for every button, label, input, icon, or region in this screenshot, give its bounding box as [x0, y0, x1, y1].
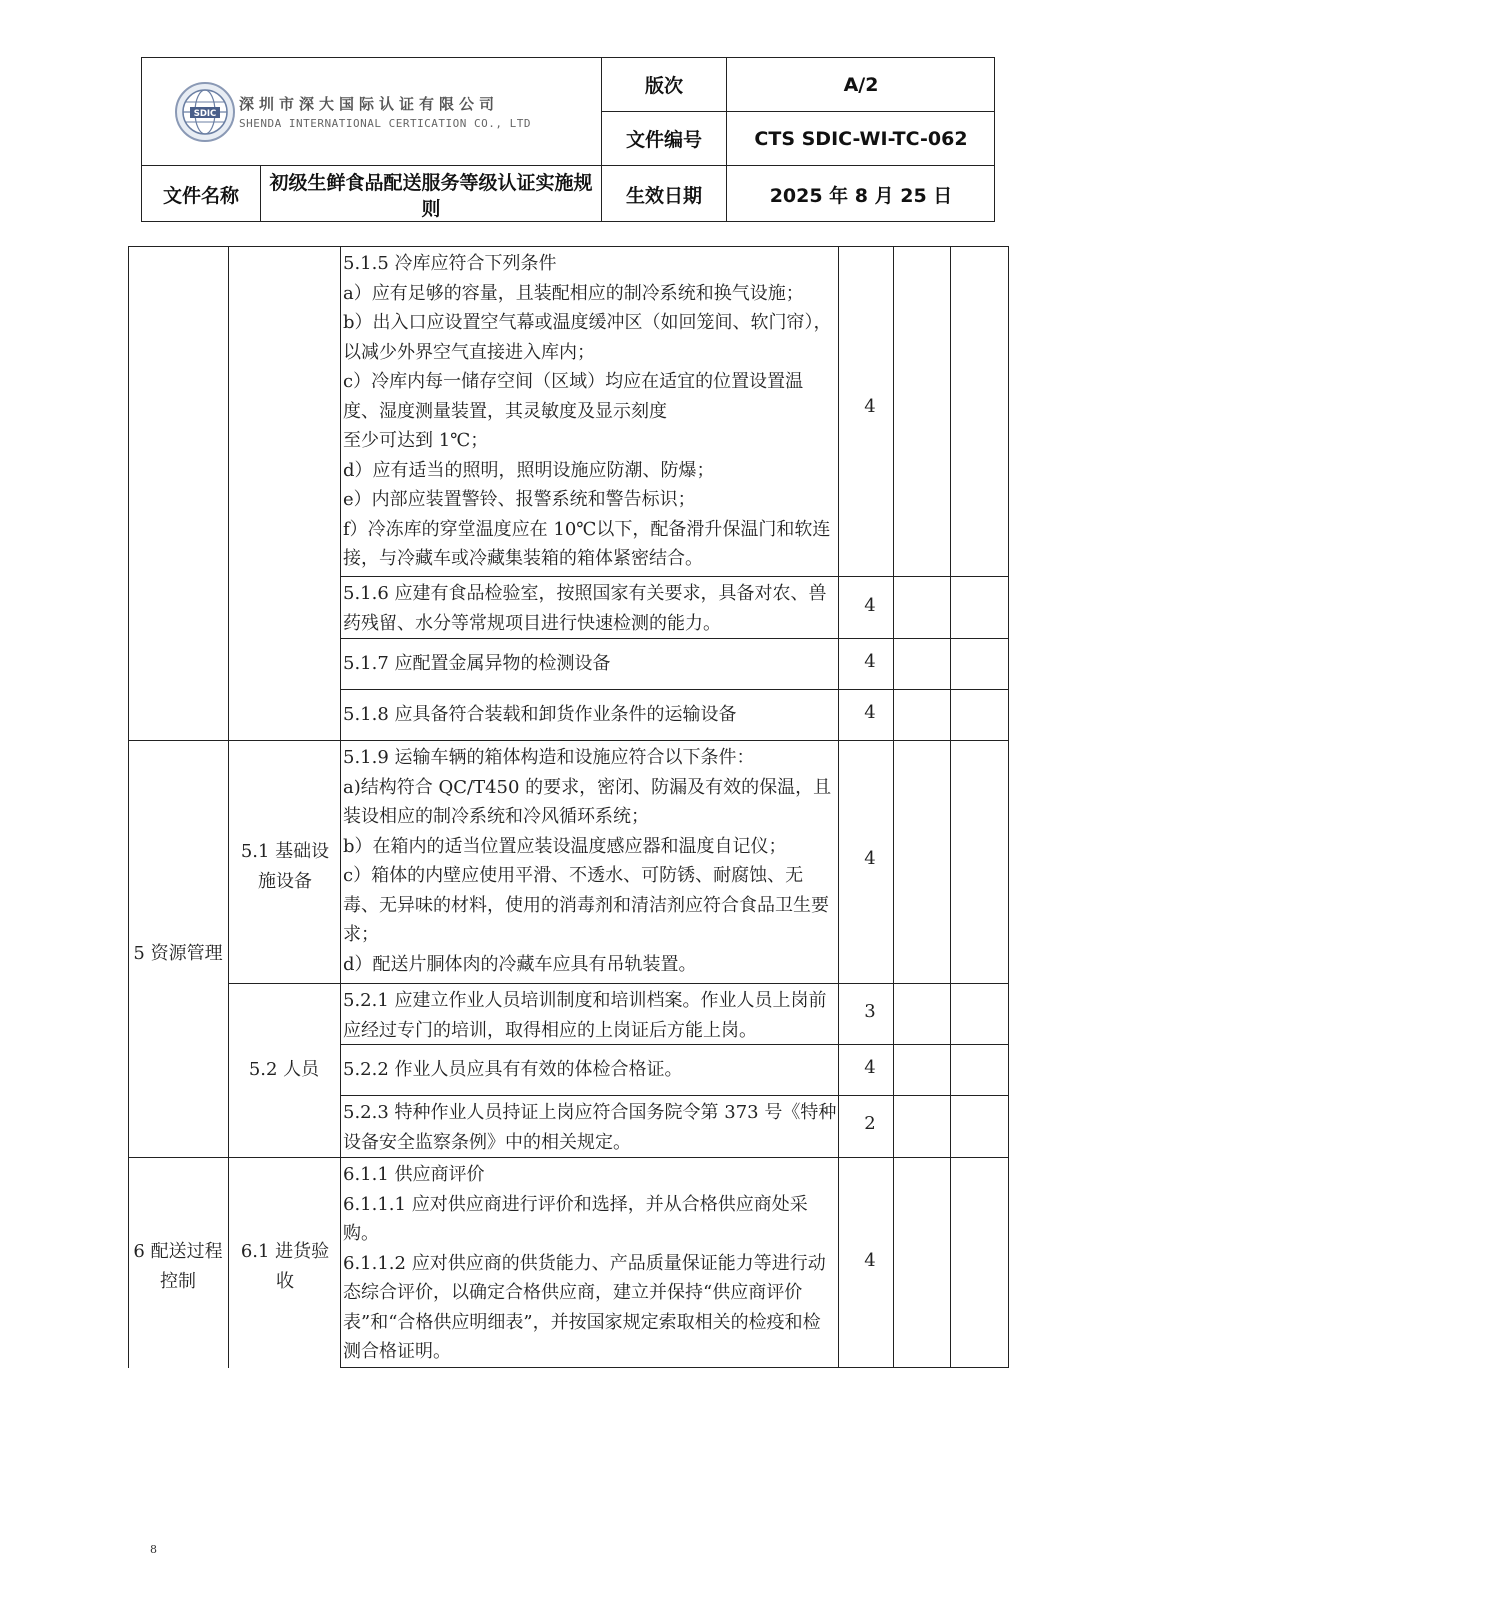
table-border — [128, 740, 1008, 741]
requirement-5-2-2: 5.2.2 作业人员应具有有效的体检合格证。 — [343, 1059, 683, 1080]
table-border — [128, 1157, 1008, 1158]
score-6-1-1: 4 — [864, 1250, 876, 1271]
score-5-1-5: 4 — [864, 396, 876, 417]
table-border — [340, 1367, 1008, 1368]
score-5-2-3: 2 — [864, 1113, 876, 1134]
table-border — [838, 246, 839, 1368]
table-border — [340, 1095, 1008, 1096]
document-header — [141, 57, 995, 222]
table-border — [128, 246, 129, 1368]
company-logo-block — [142, 58, 602, 166]
table-border — [950, 246, 951, 1368]
subcategory-infrastructure: 5.1 基础设施设备 — [240, 841, 330, 892]
requirement-5-1-8: 5.1.8 应具备符合装载和卸货作业条件的运输设备 — [343, 704, 737, 725]
effective-date-value: 2025 年 8 月 25 日 — [769, 184, 953, 207]
sdic-logo-icon — [174, 81, 236, 143]
table-border — [128, 246, 1008, 247]
requirement-5-1-9: 5.1.9 运输车辆的箱体构造和设施应符合以下条件： a)结构符合 QC/T450 的要求，密闭、防漏及有效的保温，且装设相应的制冷系统和冷风循环系统； b）在箱内的适当位置应装设温度感应器和温度自记仪； c）箱体的内壁应使用平滑、不透水、可防锈、耐腐蚀、无毒、无异味的材料，使用的消毒剂和清洁剂应符合食品卫生要求； d）配送片胴体肉的冷藏车应具有吊轨装置。 — [343, 747, 832, 975]
requirement-5-1-6: 5.1.6 应建有食品检验室，按照国家有关要求，具备对农、兽药残留、水分等常规项目进行快速检测的能力。 — [343, 583, 827, 634]
requirement-5-2-1: 5.2.1 应建立作业人员培训制度和培训档案。作业人员上岗前应经过专门的培训，取得相应的上岗证后方能上岗。 — [343, 990, 827, 1041]
category-resource-management: 5 资源管理 — [133, 943, 223, 964]
table-border — [1008, 246, 1009, 1368]
score-5-1-9: 4 — [864, 848, 876, 869]
company-name-cn: 深圳市深大国际认证有限公司 — [239, 95, 500, 113]
version-label: 版次 — [644, 75, 683, 97]
subcategory-personnel: 5.2 人员 — [248, 1059, 320, 1080]
table-border — [340, 689, 1008, 690]
svg-text:SDIC: SDIC — [193, 109, 217, 119]
version-value: A/2 — [843, 73, 879, 96]
requirement-5-1-7: 5.1.7 应配置金属异物的检测设备 — [343, 653, 611, 674]
document-name-label: 文件名称 — [162, 184, 239, 207]
requirement-5-1-5: 5.1.5 冷库应符合下列条件 a）应有足够的容量，且装配相应的制冷系统和换气设施； b）出入口应设置空气幕或温度缓冲区（如回笼间、软门帘），以减少外界空气直接进入库内； c）冷库内每一储存空间（区域）均应在适宜的位置设置温度、湿度测量装置，其灵敏度及显示刻度 至少可达到 1℃； d）应有适当的照明，照明设施应防潮、防爆； e）内部应装置警铃、报警系统和警告标识； f）冷冻库的穿堂温度应在 10℃以下，配备滑升保温门和软连接，与冷藏车或冷藏集装箱的箱体紧密结合。 — [343, 253, 832, 569]
table-border — [228, 983, 1008, 984]
document-number-value: CTS SDIC-WI-TC-062 — [754, 127, 968, 150]
table-border — [228, 246, 229, 1368]
document-name-value: 初级生鲜食品配送服务等级认证实施规则 — [269, 172, 593, 220]
page-number: 8 — [150, 1543, 157, 1556]
score-5-1-8: 4 — [864, 702, 876, 723]
company-name-en: SHENDA INTERNATIONAL CERTICATION CO., LTD — [239, 117, 532, 130]
score-5-1-7: 4 — [864, 651, 876, 672]
score-5-2-1: 3 — [864, 1001, 876, 1022]
score-5-1-6: 4 — [864, 595, 876, 616]
document-number-label: 文件编号 — [625, 129, 702, 151]
requirements-table — [128, 246, 1009, 1368]
subcategory-receiving-inspection: 6.1 进货验收 — [240, 1241, 330, 1292]
requirement-5-2-3: 5.2.3 特种作业人员持证上岗应符合国务院令第 373 号《特种设备安全监察条例》中的相关规定。 — [343, 1102, 837, 1153]
requirement-6-1-1: 6.1.1 供应商评价 6.1.1.1 应对供应商进行评价和选择，并从合格供应商处采购。 6.1.1.2 应对供应商的供货能力、产品质量保证能力等进行动态综合评价，以确定合格供应商，建立并保持“供应商评价表”和“合格供应明细表”，并按国家规定索取相关的检疫和检测合格证明。 — [343, 1164, 826, 1362]
score-5-2-2: 4 — [864, 1057, 876, 1078]
category-delivery-process: 6 配送过程控制 — [133, 1241, 223, 1292]
table-border — [340, 638, 1008, 639]
effective-date-label: 生效日期 — [625, 184, 702, 207]
table-border — [340, 576, 1008, 577]
